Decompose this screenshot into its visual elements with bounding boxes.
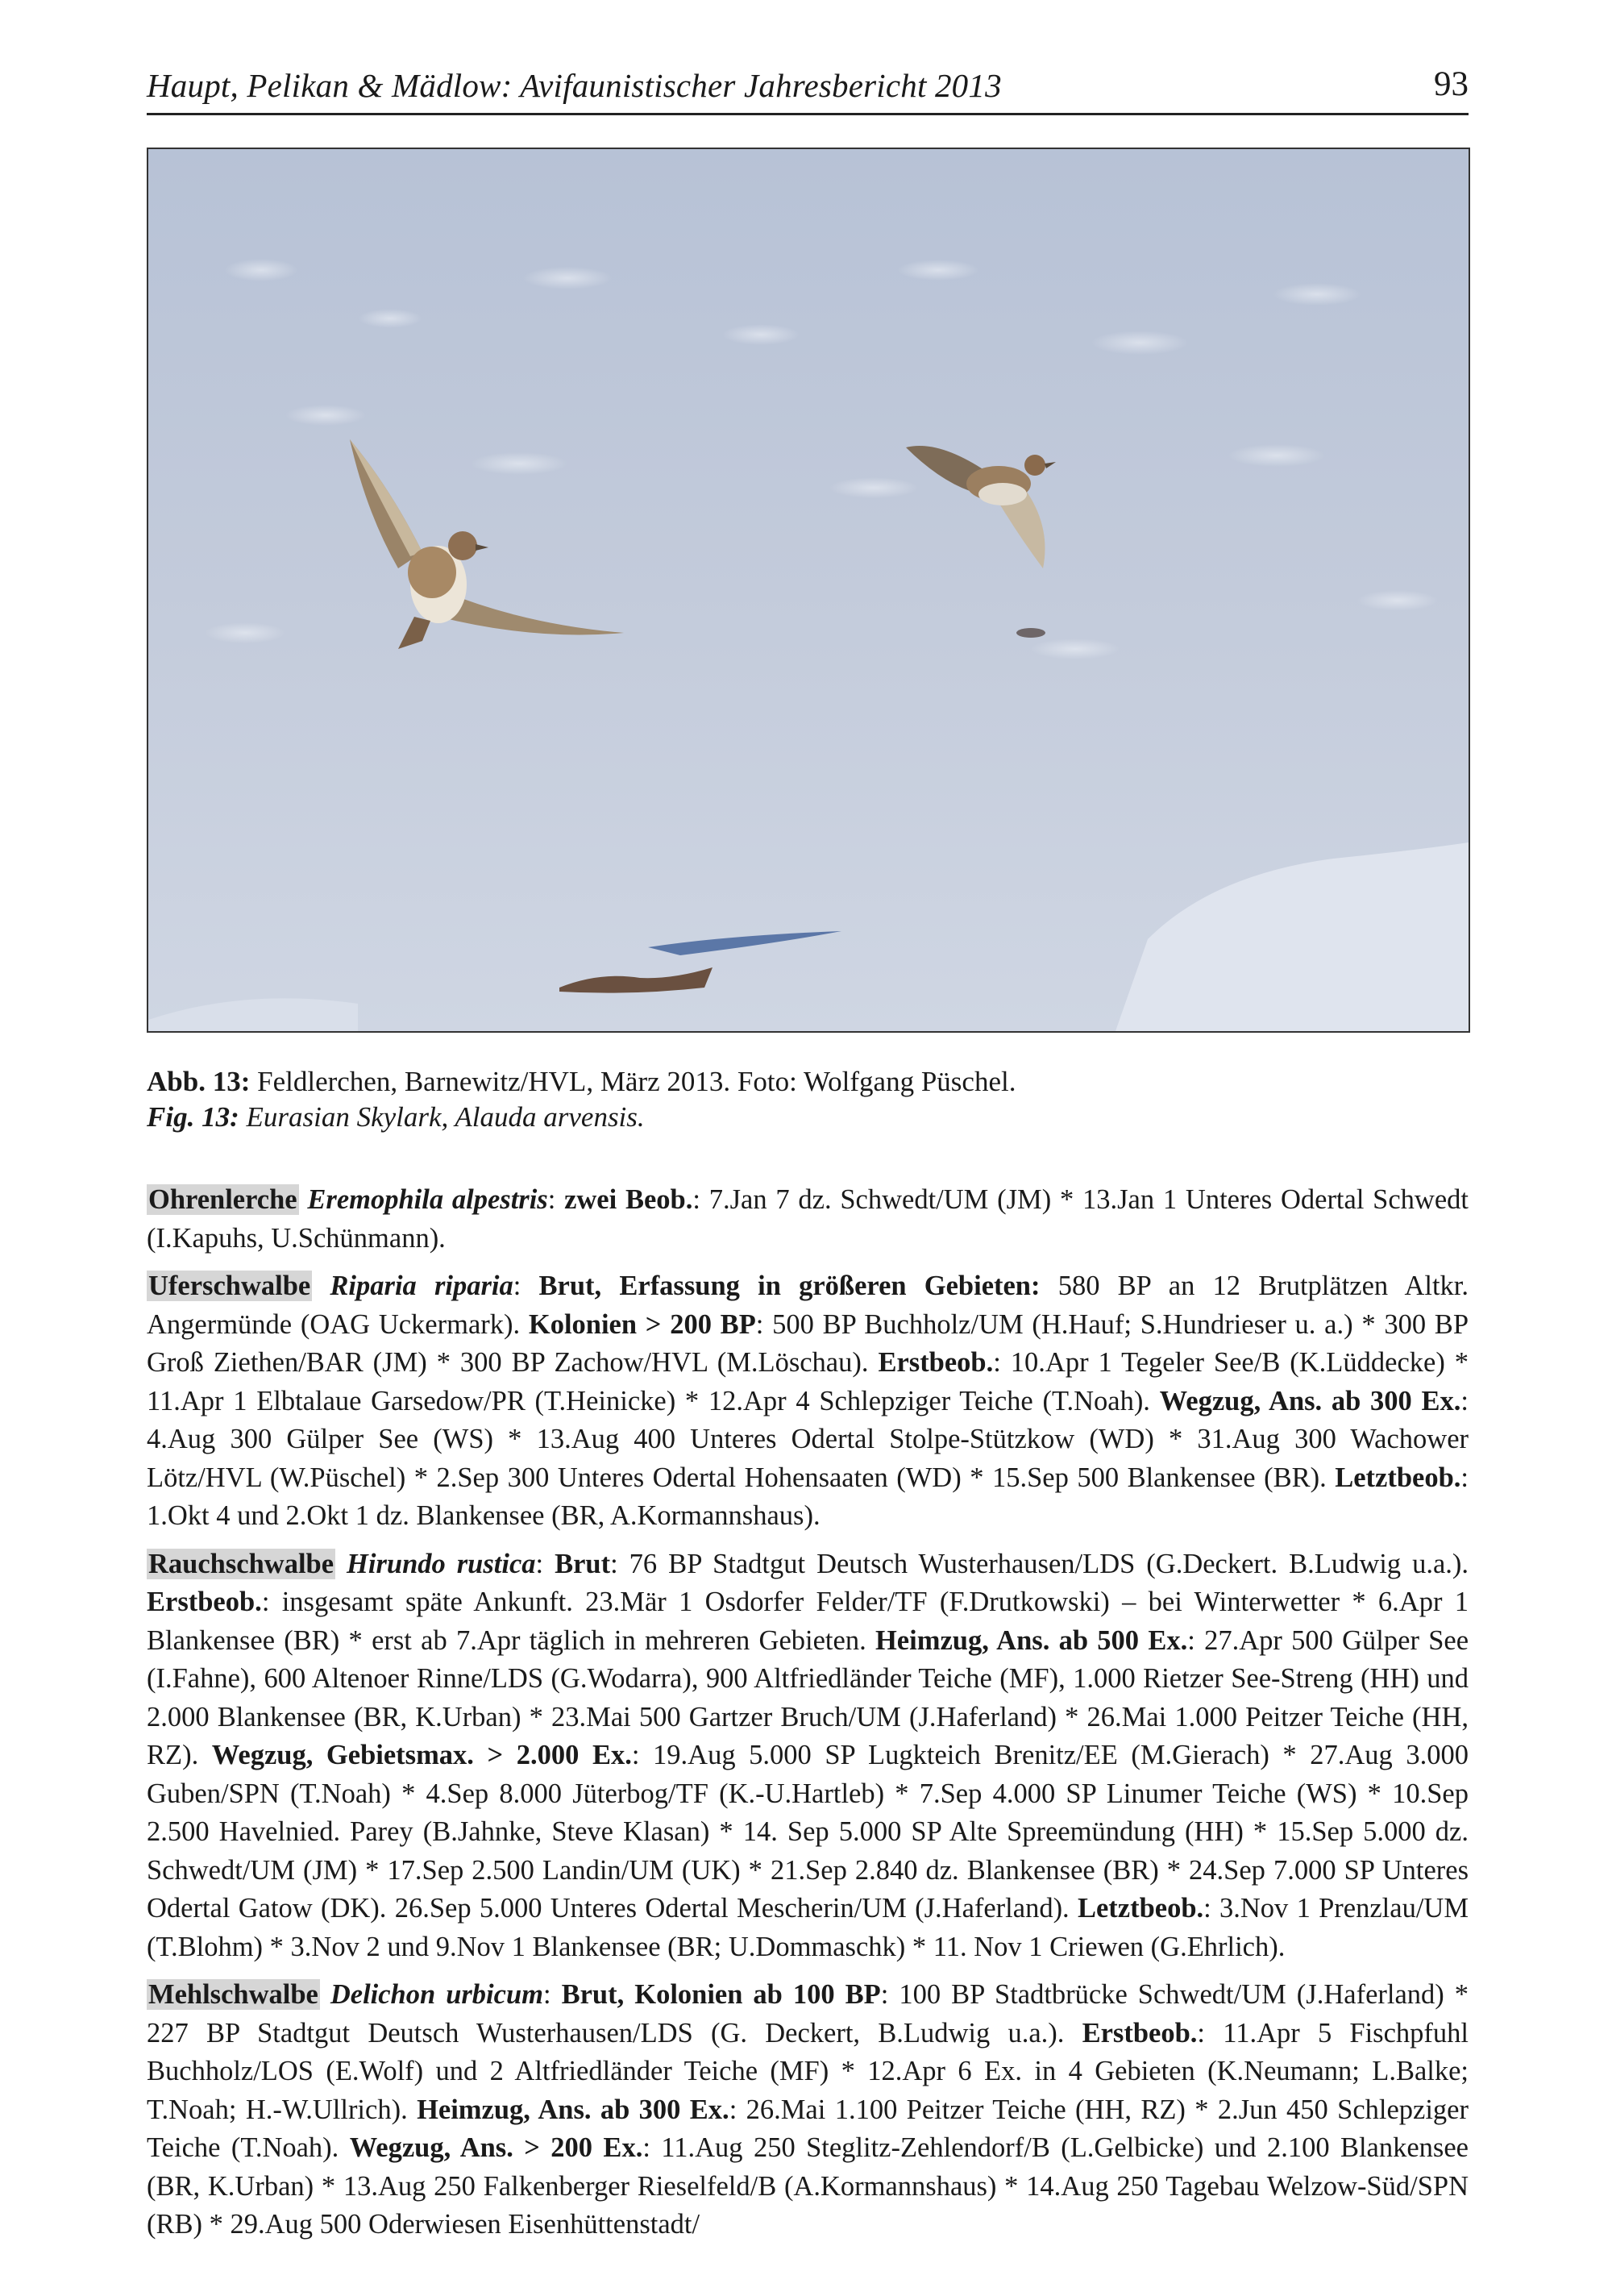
- entry-text: [335, 1549, 347, 1579]
- species-entry: [147, 1976, 1469, 2244]
- section-heading: zwei Beob.: [564, 1184, 693, 1215]
- page-number: 93: [1434, 65, 1469, 103]
- species-entry: [147, 1267, 1469, 1536]
- entry-text: [299, 1184, 308, 1215]
- entry-text: :: [542, 1979, 562, 2010]
- running-header: [147, 63, 1469, 115]
- entry-text: :: [513, 1271, 539, 1301]
- entry-text: : 1.Okt 4 und 2.Okt 1 dz. Blankensee (BR, A.Kormannshaus).: [147, 1462, 1469, 1531]
- species-name-latin: Delichon urbicum: [330, 1979, 543, 2010]
- caption-en: [147, 1100, 1469, 1135]
- entry-text: : 4.Aug 300 Gülper See (WS) * 13.Aug 400 Unteres Odertal Stolpe-Stützkow (WD) * 31.Aug 300 Wachower Lötz/HVL (W.Püschel) * 2.Sep 300 Unteres Odertal Hohensaaten (WD) * 15.Sep 500 Blankensee (BR).: [147, 1385, 1469, 1493]
- section-heading: Brut, Kolonien ab 100 BP: [561, 1979, 881, 2010]
- section-heading: Wegzug, Ans. ab 300 Ex.: [1159, 1385, 1461, 1416]
- entry-text: : 7.Jan 7 dz. Schwedt/UM (JM) * 13.Jan 1 Unteres Odertal Schwedt (I.Kapuhs, U.Schünmann).: [147, 1184, 1469, 1254]
- entry-text: : 11.Aug 250 Steglitz-Zehlendorf/B (L.Gelbicke) und 2.100 Blankensee (BR, K.Urban) * 13.Aug 250 Falkenberger Rieselfeld/B (A.Kormannshaus) * 14.Aug 250 Tagebau Welzow-Süd/SPN (RB) * 29.Aug 500 Oderwiesen Eisenhüttenstadt/: [147, 2132, 1469, 2240]
- section-heading: Erstbeob.: [147, 1587, 262, 1617]
- section-heading: Letztbeob.: [1335, 1462, 1461, 1493]
- entry-text: : 26.Mai 1.100 Peitzer Teiche (HH, RZ) * 2.Jun 450 Schlepziger Teiche (T.Noah).: [147, 2094, 1469, 2163]
- entry-text: : 10.Apr 1 Tegeler See/B (K.Lüddecke) * 11.Apr 1 Elbtalaue Garsedow/PR (T.Heinicke) * 12.Apr 4 Schlepziger Teiche (T.Noah).: [147, 1347, 1469, 1416]
- section-heading: Heimzug, Ans. ab 500 Ex.: [875, 1624, 1188, 1656]
- entry-text: : insgesamt späte Ankunft. 23.Mär 1 Osdorfer Felder/TF (F.Drutkowski) – bei Winterwetter * 6.Apr 1 Blankensee (BR) * erst ab 7.Apr täglich in mehreren Gebieten.: [147, 1587, 1469, 1656]
- species-name-de: Uferschwalbe: [148, 1271, 311, 1301]
- running-title: Haupt, Pelikan & Mädlow: Avifaunistischer Jahresbericht 2013: [147, 67, 1002, 104]
- section-heading: Letztbeob.: [1077, 1893, 1204, 1924]
- fig-label: Fig. 13:: [147, 1101, 239, 1133]
- section-heading: Kolonien > 200 BP: [528, 1308, 756, 1340]
- entry-text: : 27.Apr 500 Gülper See (I.Fahne), 600 Altenoer Rinne/LDS (G.Wodarra), 900 Altfriedländer Teiche (MF), 1.000 Rietzer See-Streng (HH) und 2.000 Blankensee (BR, K.Urban) * 23.Mai 500 Gartzer Bruch/UM (J.Haferland) * 26.Mai 1.000 Peitzer Teiche (HH, RZ).: [147, 1624, 1469, 1770]
- species-name-de: Rauchschwalbe: [148, 1548, 334, 1579]
- species-name-latin: Eremophila alpestris: [307, 1184, 548, 1215]
- entry-text: : 500 BP Buchholz/UM (H.Hauf; S.Hundrieser u. a.) * 300 BP Groß Ziethen/BAR (JM) * 300 BP Zachow/HVL (M.Löschau).: [147, 1308, 1469, 1378]
- entry-text: : 3.Nov 1 Prenzlau/UM (T.Blohm) * 3.Nov 2 und 9.Nov 1 Blankensee (BR; U.Dommaschk) * 11. Nov 1 Criewen (G.Ehrlich).: [147, 1893, 1469, 1962]
- section-heading: Erstbeob.: [878, 1347, 994, 1378]
- entry-text: : 11.Apr 5 Fischpfuhl Buchholz/LOS (E.Wolf) und 2 Altfriedländer Teiche (MF) * 12.Apr 6 Ex. in 4 Gebieten (K.Neumann; L.Balke; T.Noah; H.-W.Ullrich).: [147, 2017, 1469, 2125]
- section-heading: Brut: [555, 1548, 611, 1579]
- photo-scene: [148, 149, 1469, 1031]
- entry-text: :: [547, 1184, 565, 1215]
- entry-text: : 19.Aug 5.000 SP Lugkteich Brenitz/EE (M.Gierach) * 27.Aug 3.000 Guben/SPN (T.Noah) * 4.Sep 8.000 Jüterbog/TF (K.-U.Hartleb) * 7.Sep 4.000 SP Linumer Teiche (WS) * 10.Sep 2.500 Havelnied. Parey (B.Jahnke, Steve Klasan) * 14. Sep 5.000 SP Alte Spreemündung (HH) * 15.Sep 5.000 dz. Schwedt/UM (JM) * 17.Sep 2.500 Landin/UM (UK) * 21.Sep 2.840 dz. Blankensee (BR) * 24.Sep 7.000 SP Unteres Odertal Gatow (DK). 26.Sep 5.000 Unteres Odertal Mescherin/UM (J.Haferland).: [147, 1740, 1469, 1924]
- species-name-de: Mehlschwalbe: [148, 1979, 318, 2010]
- clod-distant: [1016, 628, 1045, 638]
- entry-text: : 76 BP Stadtgut Deutsch Wusterhausen/LDS (G.Deckert. B.Ludwig u.a.).: [610, 1548, 1469, 1579]
- entry-text: :: [535, 1548, 555, 1579]
- section-heading: Brut, Erfassung in größeren Gebieten:: [538, 1271, 1041, 1301]
- entry-text: 580 BP an 12 Brutplätzen Altkr. Angermünde (OAG Uckermark).: [147, 1271, 1469, 1340]
- caption-de: [147, 1064, 1469, 1100]
- entry-text: [320, 1979, 330, 2010]
- species-name-latin: Hirundo rustica: [347, 1548, 536, 1579]
- caption-text: Feldlerchen, Barnewitz/HVL, März 2013. Foto: Wolfgang Püschel.: [250, 1066, 1016, 1097]
- section-heading: Wegzug, Gebietsmax. > 2.000 Ex.: [211, 1740, 632, 1770]
- fig-text: Eurasian Skylark, Alauda arvensis.: [239, 1101, 645, 1133]
- skylark-photo: [147, 148, 1470, 1033]
- caption-label: Abb. 13:: [147, 1066, 251, 1097]
- entry-text: : 100 BP Stadtbrücke Schwedt/UM (J.Haferland) * 227 BP Stadtgut Deutsch Wusterhausen/LDS (G. Deckert, B.Ludwig u.a.).: [147, 1979, 1469, 2049]
- species-name-latin: Riparia riparia: [330, 1271, 513, 1301]
- section-heading: Heimzug, Ans. ab 300 Ex.: [417, 2094, 729, 2125]
- figure-caption: [147, 1064, 1469, 1135]
- species-entry: [147, 1545, 1469, 1967]
- section-heading: Wegzug, Ans. > 200 Ex.: [349, 2132, 643, 2163]
- entry-text: [312, 1271, 330, 1301]
- species-name-de: Ohrenlerche: [148, 1184, 297, 1215]
- species-entries: [147, 1181, 1469, 2254]
- species-entry: [147, 1181, 1469, 1258]
- section-heading: Erstbeob.: [1082, 2017, 1198, 2049]
